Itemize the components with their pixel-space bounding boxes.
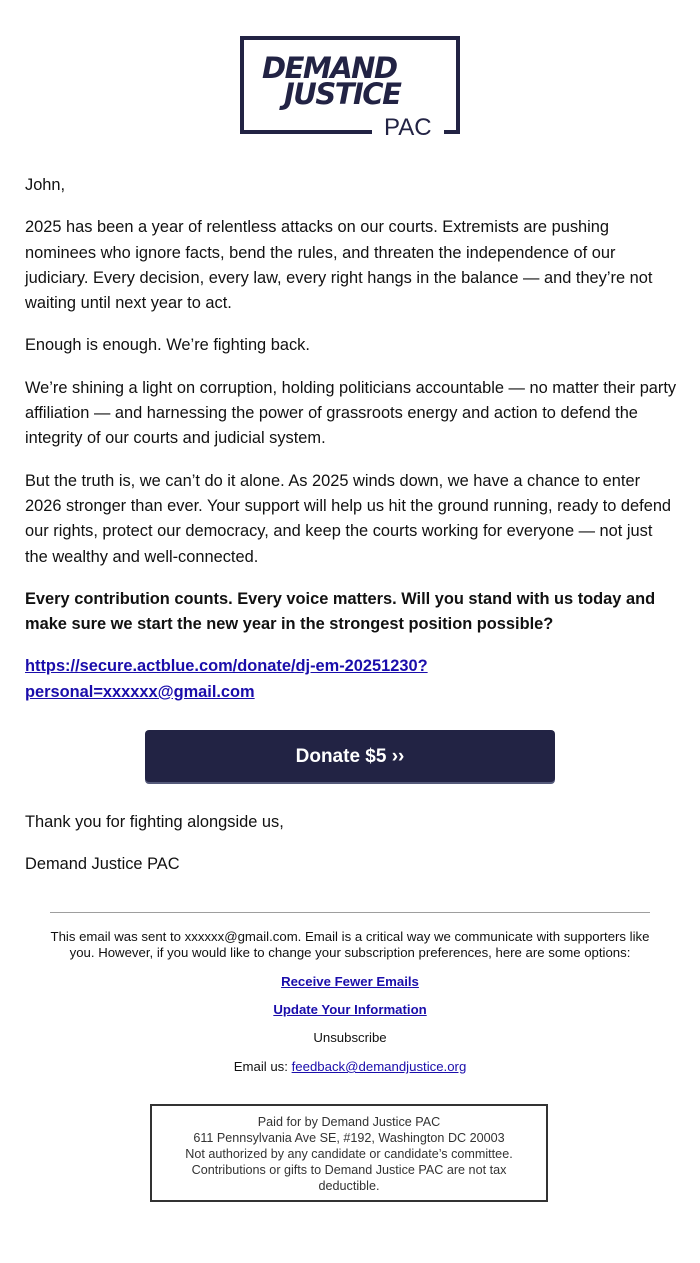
logo-word-demand: DEMAND bbox=[262, 51, 397, 85]
call-to-action: Every contribution counts. Every voice matters. Will you stand with us today and make sure we start the new year in the strongest position possible? bbox=[25, 589, 656, 634]
paid-for-disclaimer-box bbox=[150, 1104, 548, 1202]
feedback-email-link[interactable]: feedback@demandjustice.org bbox=[291, 1059, 467, 1074]
email-us-label: Email us: bbox=[233, 1059, 292, 1074]
email-footer bbox=[50, 929, 650, 1075]
logo-word-pac: PAC bbox=[378, 116, 438, 140]
logo-word-justice: JUSTICE bbox=[284, 77, 401, 111]
body-paragraph-2: Enough is enough. We’re fighting back. bbox=[25, 336, 310, 355]
donate-link-line-1: https://secure.actblue.com/donate/dj-em-20251230? bbox=[25, 657, 428, 676]
body-paragraph-1: 2025 has been a year of relentless attacks on our courts. Extremists are pushing nominees who ignore facts, bend the rules, and threaten the independence of our judiciary. Every decision, every law, every right hangs in the balance — and they’re not waiting until next year to act. bbox=[25, 218, 653, 313]
greeting: John, bbox=[25, 176, 66, 194]
email-body bbox=[25, 173, 677, 895]
signature: Demand Justice PAC bbox=[25, 855, 180, 874]
email-us-line bbox=[50, 1059, 650, 1075]
receive-fewer-row bbox=[50, 974, 650, 990]
demand-justice-pac-logo bbox=[240, 36, 460, 141]
unsubscribe-link[interactable]: Unsubscribe bbox=[313, 1030, 387, 1045]
body-paragraph-4: But the truth is, we can’t do it alone. As 2025 winds down, we have a chance to enter 2026 stronger than ever. Your support will help us hit the ground running, ready to defend our rights, protect our democracy, and keep the courts working for everyone — not just the wealthy and well-connected. bbox=[25, 471, 672, 566]
donate-link-line-2: personal=xxxxxx@gmail.com bbox=[25, 682, 255, 701]
subscription-notice: This email was sent to xxxxxx@gmail.com. Email is a critical way we communicate with supporters like you. However, if you would like to change your subscription preferences, here are some options: bbox=[50, 929, 650, 960]
disclaimer-line-2: 611 Pennsylvania Ave SE, #192, Washington DC 20003 bbox=[193, 1131, 505, 1145]
donate-link-paragraph bbox=[25, 654, 677, 705]
update-your-information-link[interactable]: Update Your Information bbox=[273, 1002, 427, 1017]
disclaimer-line-4: Contributions or gifts to Demand Justice PAC are not tax deductible. bbox=[191, 1163, 507, 1193]
closing: Thank you for fighting alongside us, bbox=[25, 813, 284, 832]
disclaimer-line-3: Not authorized by any candidate or candidate’s committee. bbox=[185, 1147, 513, 1161]
receive-fewer-emails-link[interactable]: Receive Fewer Emails bbox=[281, 974, 419, 989]
footer-divider bbox=[50, 912, 650, 913]
disclaimer-line-1: Paid for by Demand Justice PAC bbox=[257, 1115, 441, 1129]
donate-link[interactable] bbox=[25, 657, 428, 700]
donate-button[interactable]: Donate $5 ›› bbox=[145, 730, 555, 782]
body-paragraph-3: We’re shining a light on corruption, holding politicians accountable — no matter their party affiliation — and harnessing the power of grassroots energy and action to defend the integrity of our courts and judicial system. bbox=[25, 378, 677, 448]
update-info-row bbox=[50, 1002, 650, 1018]
